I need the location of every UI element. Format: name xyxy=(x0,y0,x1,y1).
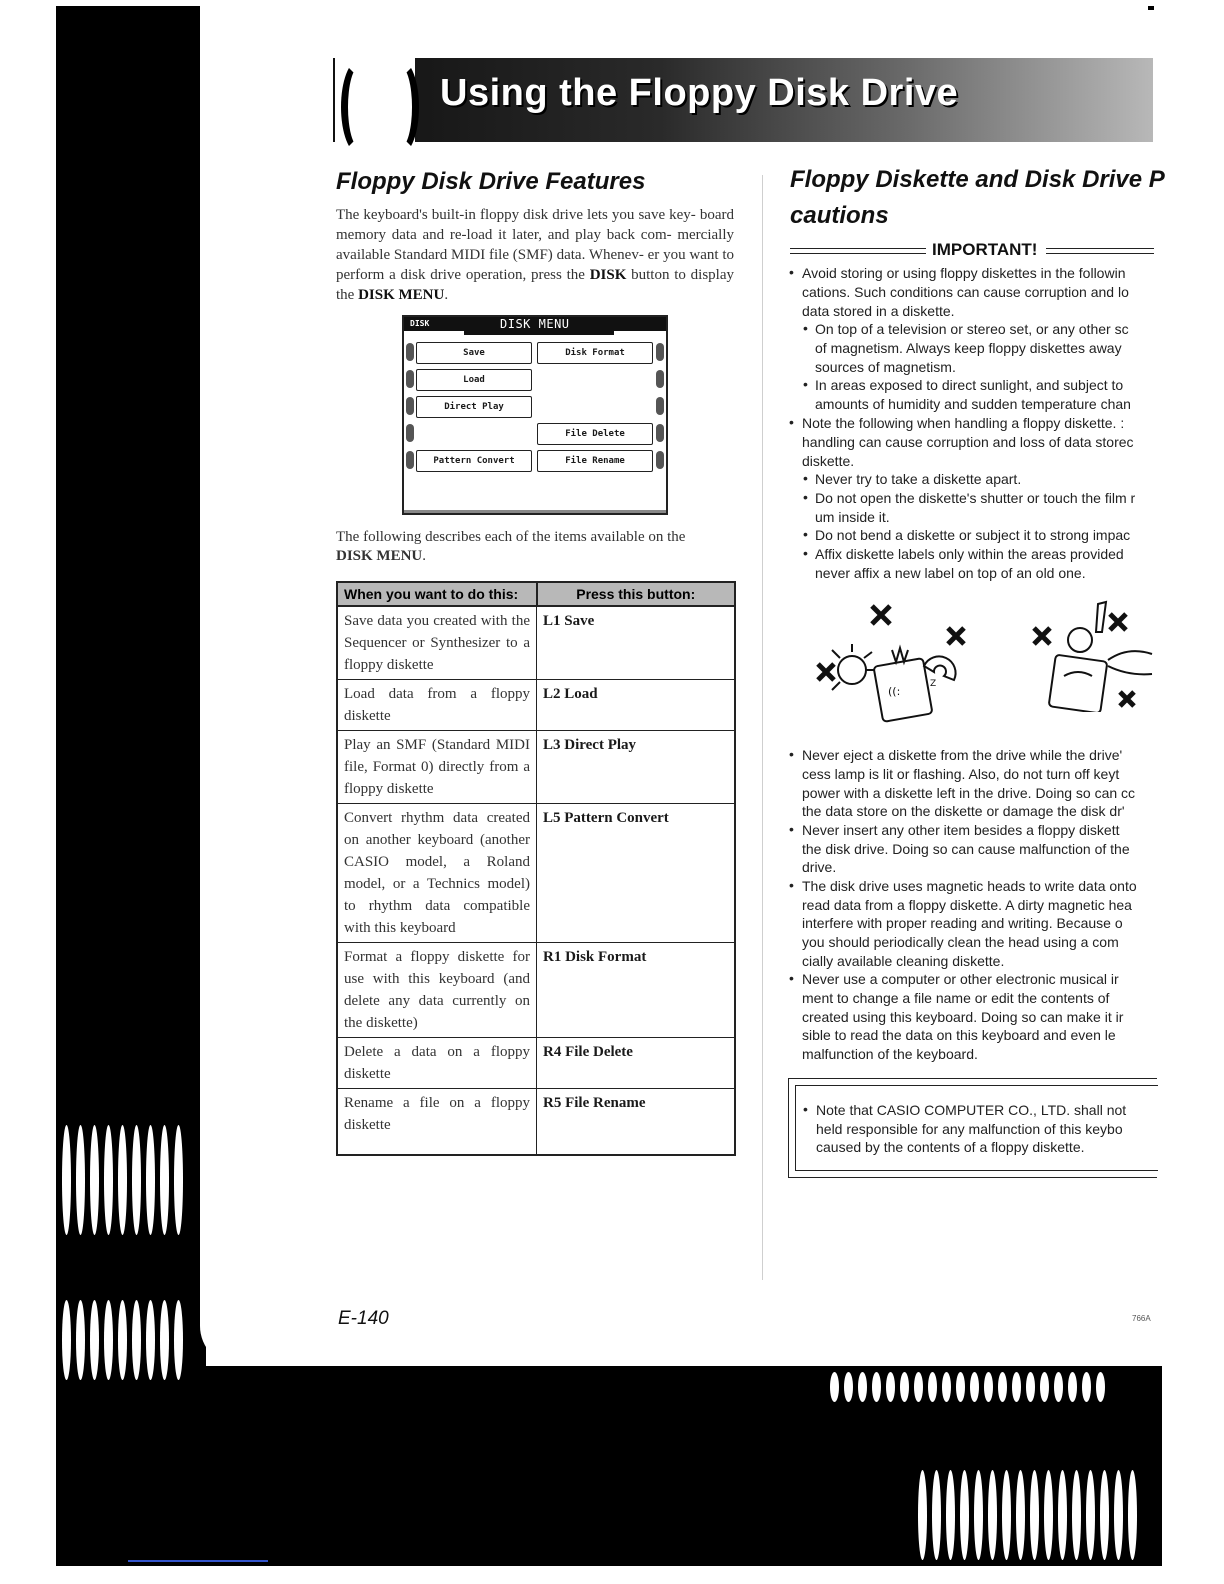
precaution-line: In areas exposed to direct sunlight, and subject to xyxy=(815,377,1124,393)
precaution-line: the disk drive. Doing so can cause malfunction of the xyxy=(802,841,1130,857)
lcd-side-marker xyxy=(656,370,664,388)
lcd-side-marker xyxy=(406,343,414,361)
bullet-marker: • xyxy=(803,376,808,392)
precaution-line: cially available cleaning diskette. xyxy=(802,953,1005,969)
precaution-line: malfunction of the keyboard. xyxy=(802,1046,978,1062)
precaution-line: Do not bend a diskette or subject it to strong impac xyxy=(815,527,1131,543)
precaution-line: Never eject a diskette from the drive while the drive' xyxy=(802,747,1123,763)
lcd-file-delete-button[interactable]: File Delete xyxy=(537,423,653,445)
important-label: IMPORTANT! xyxy=(932,240,1038,259)
precaution-line: created using this keyboard. Doing so can make it ir xyxy=(802,1009,1124,1025)
column-divider xyxy=(762,175,763,1280)
lcd-disk-tag: DISK xyxy=(410,319,430,328)
lcd-side-marker xyxy=(656,451,664,469)
precaution-line: On top of a television or stereo set, or any other sc xyxy=(815,321,1129,337)
bullet-marker: • xyxy=(789,264,794,280)
precaution-line: the data store on the diskette or damage the disk dr' xyxy=(802,803,1125,819)
precaution-line: power with a diskette left in the drive. Doing so can cc xyxy=(802,785,1136,801)
bullet-marker: • xyxy=(789,970,794,986)
section-title-precautions: Floppy Diskette and Disk Drive P xyxy=(790,166,1165,193)
precaution-line: Avoid storing or using floppy diskettes in the followin xyxy=(802,265,1126,281)
lcd-title: DISK MENU xyxy=(500,317,570,331)
scan-margin xyxy=(0,0,56,1584)
bullet-marker: • xyxy=(789,821,794,837)
lcd-disk-format-button[interactable]: Disk Format xyxy=(537,342,653,364)
chapter-title: Using the Floppy Disk Drive xyxy=(440,72,959,114)
lcd-pattern-convert-button[interactable]: Pattern Convert xyxy=(416,450,532,472)
table-row: Play an SMF (Standard MIDI file, Format 0) directly from a floppy diskette L3 Direct Play xyxy=(337,731,735,804)
bullet-marker: • xyxy=(803,526,808,542)
table-row: Rename a file on a floppy diskette R5 File Rename xyxy=(337,1089,735,1155)
svg-text:((:: ((: xyxy=(888,685,901,698)
precaution-line: diskette. xyxy=(802,453,855,469)
table-row: Save data you created with the Sequencer or Synthesizer to a floppy diskette L1 Save xyxy=(337,606,735,680)
diskette-hazard-illustration xyxy=(812,600,992,730)
precaution-line: The disk drive uses magnetic heads to write data onto xyxy=(802,878,1137,894)
precaution-line: cess lamp is lit or flashing. Also, do not turn off keyt xyxy=(802,766,1120,782)
lcd-side-marker xyxy=(656,397,664,415)
precaution-line: um inside it. xyxy=(815,509,890,525)
note-line: held responsible for any malfunction of this keybo xyxy=(816,1121,1123,1137)
diskette-damage-illustration xyxy=(1028,600,1156,712)
intro-paragraph: The keyboard's built-in floppy disk drive lets you save key- board memory data and re-load it later, and play back com- mercially available Standard MIDI file (SMF) data. Whenev- er you want to perform a disk drive operation, press the DISK button to display the DISK MENU. xyxy=(336,207,734,303)
precaution-line: sources of magnetism. xyxy=(815,359,956,375)
lcd-direct-play-button[interactable]: Direct Play xyxy=(416,396,532,418)
lcd-side-marker xyxy=(406,424,414,442)
table-row: Load data from a floppy diskette L2 Load xyxy=(337,680,735,731)
lcd-side-marker xyxy=(656,343,664,361)
precaution-line: Affix diskette labels only within the areas provided xyxy=(815,546,1124,562)
table-header-button: Press this button: xyxy=(537,582,736,606)
menu-description: The following describes each of the items available on the DISK MENU. xyxy=(336,529,686,564)
bullet-marker: • xyxy=(803,470,808,486)
precaution-line: data stored in a diskette. xyxy=(802,303,955,319)
bullet-marker: • xyxy=(803,489,808,505)
precaution-line: read data from a floppy diskette. A dirty magnetic hea xyxy=(802,897,1132,913)
section-title-precautions-cont: cautions xyxy=(790,202,889,229)
precaution-line: Never insert any other item besides a floppy diskett xyxy=(802,822,1120,838)
precaution-line: Never try to take a diskette apart. xyxy=(815,471,1022,487)
precaution-line: cations. Such conditions can cause corruption and lo xyxy=(802,284,1129,300)
table-header-action: When you want to do this: xyxy=(337,582,537,606)
chapter-bracket-icon xyxy=(335,58,415,142)
precaution-line: Never use a computer or other electronic musical ir xyxy=(802,971,1119,987)
lcd-side-marker xyxy=(656,424,664,442)
footer-code: 766A xyxy=(1132,1314,1151,1323)
note-line: Note that CASIO COMPUTER CO., LTD. shall not xyxy=(816,1102,1127,1118)
lcd-save-button[interactable]: Save xyxy=(416,342,532,364)
lcd-load-button[interactable]: Load xyxy=(416,369,532,391)
table-row: Format a floppy diskette for use with this keyboard (and delete any data currently on the diskette) R1 Disk Format xyxy=(337,943,735,1038)
lcd-file-rename-button[interactable]: File Rename xyxy=(537,450,653,472)
binding-stripes xyxy=(62,1300,183,1380)
precaution-line: interfere with proper reading and writing. Because o xyxy=(802,915,1123,931)
binding-stripes xyxy=(918,1470,1137,1560)
important-heading xyxy=(790,240,1154,262)
note-line: caused by the contents of a floppy diskette. xyxy=(816,1139,1085,1155)
disk-menu-screen xyxy=(402,315,668,515)
lcd-side-marker xyxy=(406,397,414,415)
scan-corner xyxy=(1148,6,1154,10)
scan-shadow-right xyxy=(1150,1366,1162,1566)
lcd-side-marker xyxy=(406,370,414,388)
scan-line xyxy=(128,1560,268,1562)
binding-stripes xyxy=(830,1372,1105,1402)
bullet-marker: • xyxy=(803,1101,808,1117)
table-row: Delete a data on a floppy diskette R4 File Delete xyxy=(337,1038,735,1089)
bullet-marker: • xyxy=(803,545,808,561)
disk-menu-table xyxy=(336,581,736,1156)
precaution-line: sible to read the data on this keyboard and even le xyxy=(802,1027,1116,1043)
precaution-line: ment to change a file name or edit the contents of xyxy=(802,990,1110,1006)
lcd-side-marker xyxy=(406,451,414,469)
binding-stripes xyxy=(62,1125,183,1235)
bullet-marker: • xyxy=(789,877,794,893)
precaution-line: handling can cause corruption and loss of data storec xyxy=(802,434,1134,450)
precaution-line: you should periodically clean the head using a com xyxy=(802,934,1119,950)
precaution-line: never affix a new label on top of an old one. xyxy=(815,565,1086,581)
precaution-line: amounts of humidity and sudden temperature chan xyxy=(815,396,1131,412)
bullet-marker: • xyxy=(803,320,808,336)
page-number: E-140 xyxy=(338,1308,389,1329)
bullet-marker: • xyxy=(789,414,794,430)
section-title-features: Floppy Disk Drive Features xyxy=(336,168,646,195)
precaution-line: drive. xyxy=(802,859,837,875)
precaution-line: Do not open the diskette's shutter or touch the film r xyxy=(815,490,1136,506)
precaution-line: of magnetism. Always keep floppy diskettes away xyxy=(815,340,1122,356)
table-row: Convert rhythm data created on another keyboard (another CASIO model, a Roland model, or a Technics model) to rhythm data compatible with this keyboard L5 Pattern Convert xyxy=(337,804,735,943)
bullet-marker: • xyxy=(789,746,794,762)
svg-text:Z: Z xyxy=(930,679,937,689)
precaution-line: Note the following when handling a floppy diskette. : xyxy=(802,415,1125,431)
